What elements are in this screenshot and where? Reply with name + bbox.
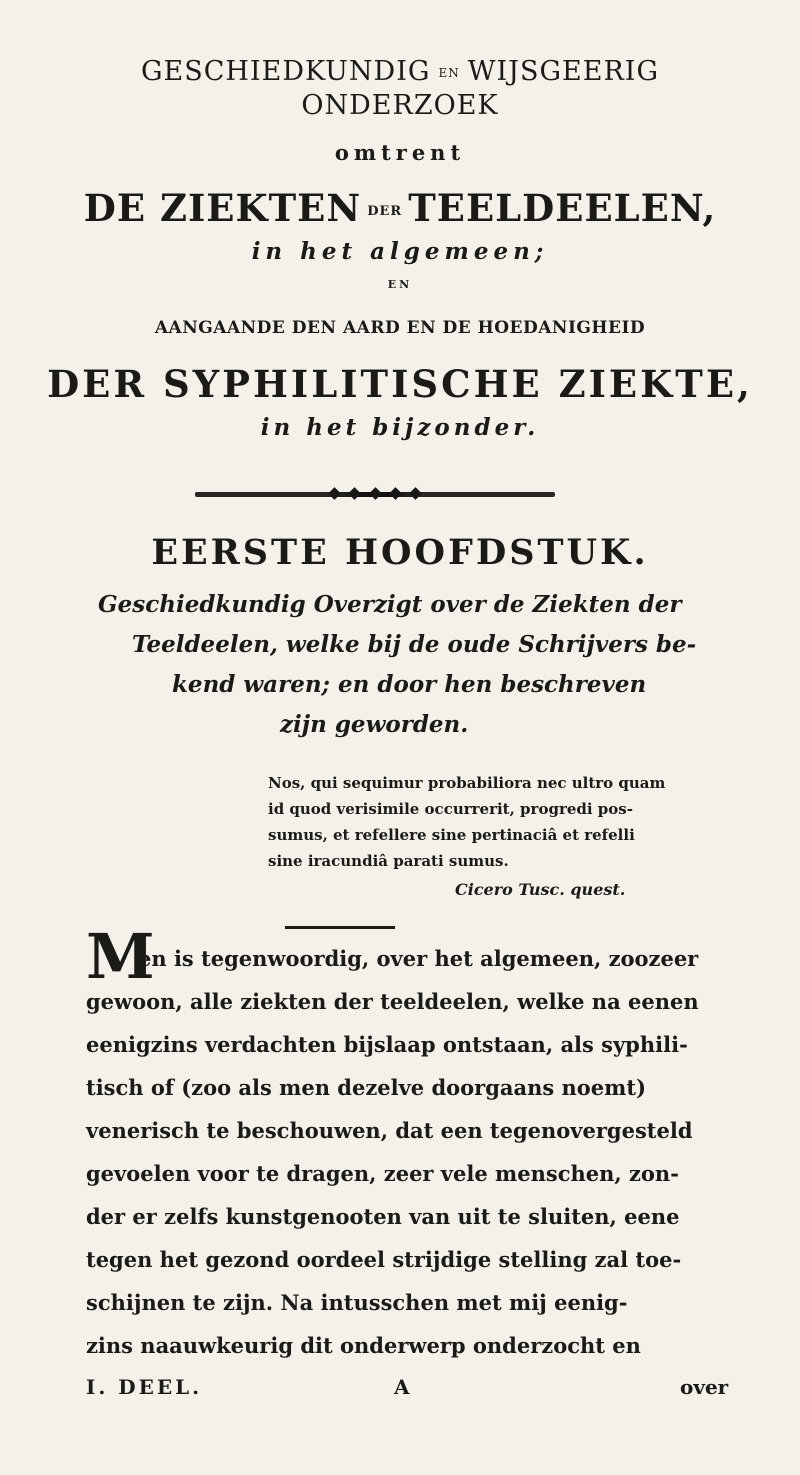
title-teeldeelen: TEELDEELEN, [408,186,717,230]
body-line: gewoon, alle ziekten der teeldeelen, welke na eenen [86,989,699,1014]
title-word-en: EN [438,65,460,80]
title-word-geschiedkundig: GESCHIEDKUNDIG [140,56,431,87]
title-der: DER [367,204,403,219]
body-line: der er zelfs kunstgenooten van uit te sluiten, eene [86,1204,680,1229]
chapter-subtitle-line: zijn geworden. [280,711,469,738]
title-line-9: in het bijzonder. [260,414,540,441]
body-line: tegen het gezond oordeel strijdige stelling zal toe- [86,1247,682,1272]
body-line: tisch of (zoo als men dezelve doorgaans noemt) [86,1075,647,1100]
body-line: zins naauwkeurig dit onderwerp onderzocht en [86,1333,641,1358]
diamond-ornament [348,487,361,500]
diamond-ornament [409,487,422,500]
epigraph-line: Nos, qui sequimur probabiliora nec ultro quam [268,774,666,792]
body-line: schijnen te zijn. Na intusschen met mij eenig- [86,1290,628,1315]
title-line-3: omtrent [334,140,466,165]
body-line-first: en is tegenwoordig, over het algemeen, zoozeer [138,946,699,971]
signature-mark: I. DEEL. [86,1375,203,1399]
title-line-6: EN [387,278,413,291]
chapter-subtitle-line: Teeldeelen, welke bij de oude Schrijvers be- [132,631,697,658]
catchword: over [680,1375,729,1399]
title-de-ziekten: DE ZIEKTEN [83,186,362,230]
title-line-5: in het algemeen; [251,238,549,265]
body-line: venerisch te beschouwen, dat een tegenovergesteld [86,1118,693,1143]
epigraph-line: sine iracundiâ parati sumus. [268,852,509,870]
title-word-wijsgeerig: WIJSGEERIG [467,56,660,87]
rule-ornament [330,488,420,499]
chapter-subtitle-line: Geschiedkundig Overzigt over de Ziekten der [98,591,682,618]
title-line-8: DER SYPHILITISCHE ZIEKTE, [47,362,753,406]
title-line-7: AANGAANDE DEN AARD EN DE HOEDANIGHEID [154,318,646,338]
chapter-subtitle-line: kend waren; en door hen beschreven [172,671,647,698]
drop-cap: M [86,920,155,993]
diamond-ornament [389,487,402,500]
title-line-1 [0,56,800,87]
sheet-mark: A [394,1375,410,1399]
section-divider [285,926,395,929]
diamond-ornament [369,487,382,500]
epigraph-line: sumus, et refellere sine pertinaciâ et refelli [268,826,635,844]
diamond-ornament [328,487,341,500]
chapter-heading: EERSTE HOOFDSTUK. [151,532,649,573]
title-line-2: ONDERZOEK [301,90,499,121]
body-line: gevoelen voor te dragen, zeer vele menschen, zon- [86,1161,679,1186]
epigraph-line: id quod verisimile occurrerit, progredi pos- [268,800,633,818]
title-line-4 [0,186,800,230]
body-line: eenigzins verdachten bijslaap ontstaan, als syphili- [86,1032,688,1057]
epigraph-attribution: Cicero Tusc. quest. [455,880,626,899]
